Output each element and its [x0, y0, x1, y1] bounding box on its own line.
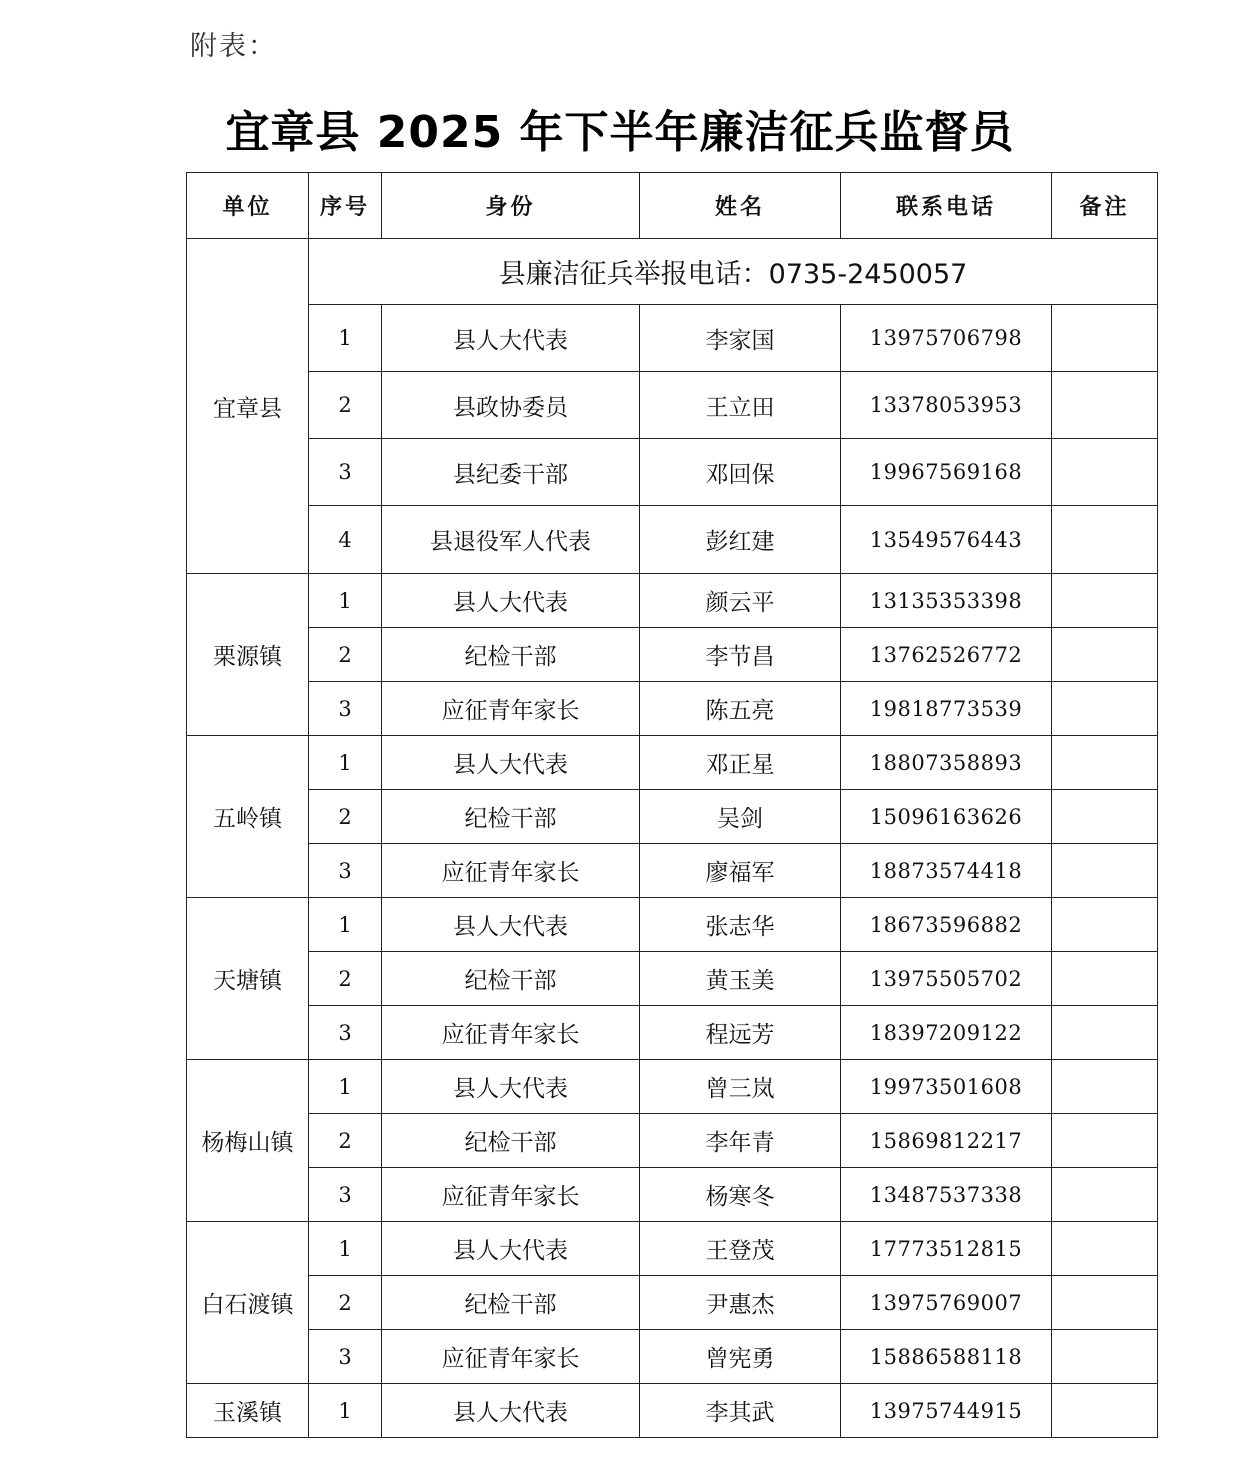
table-row: [187, 1006, 1158, 1060]
table-row: [187, 1060, 1158, 1114]
note-cell: [1052, 1006, 1158, 1060]
note-cell: [1052, 574, 1158, 628]
name-cell: 王立田: [640, 372, 841, 439]
note-cell: [1052, 1114, 1158, 1168]
table-row: [187, 844, 1158, 898]
phone-cell: 19818773539: [841, 682, 1052, 736]
note-cell: [1052, 1276, 1158, 1330]
table-row: [187, 898, 1158, 952]
note-cell: [1052, 790, 1158, 844]
phone-cell: 18673596882: [841, 898, 1052, 952]
table-row: [187, 372, 1158, 439]
name-cell: 颜云平: [640, 574, 841, 628]
name-cell: 李节昌: [640, 628, 841, 682]
role-cell: 应征青年家长: [382, 844, 640, 898]
header-row: [187, 173, 1158, 239]
name-cell: 李年青: [640, 1114, 841, 1168]
table-row: [187, 574, 1158, 628]
seq-cell: 2: [309, 1114, 382, 1168]
table-row: [187, 1114, 1158, 1168]
note-cell: [1052, 439, 1158, 506]
name-cell: 彭红建: [640, 506, 841, 574]
name-cell: 王登茂: [640, 1222, 841, 1276]
table-row: [187, 682, 1158, 736]
role-cell: 应征青年家长: [382, 682, 640, 736]
phone-cell: 13975769007: [841, 1276, 1052, 1330]
table-row: [187, 790, 1158, 844]
name-cell: 李家国: [640, 305, 841, 372]
seq-cell: 1: [309, 1222, 382, 1276]
header-name: 姓名: [640, 173, 841, 239]
role-cell: 县纪委干部: [382, 439, 640, 506]
phone-cell: 17773512815: [841, 1222, 1052, 1276]
seq-cell: 1: [309, 898, 382, 952]
name-cell: 曾宪勇: [640, 1330, 841, 1384]
phone-cell: 13975505702: [841, 952, 1052, 1006]
hotline-text: 县廉洁征兵举报电话：0735-2450057: [309, 239, 1158, 305]
unit-cell: 杨梅山镇: [187, 1060, 309, 1222]
supervisor-table: [186, 172, 1158, 1438]
note-cell: [1052, 372, 1158, 439]
role-cell: 县退役军人代表: [382, 506, 640, 574]
role-cell: 县政协委员: [382, 372, 640, 439]
name-cell: 邓正星: [640, 736, 841, 790]
table-row: [187, 305, 1158, 372]
name-cell: 吴剑: [640, 790, 841, 844]
seq-cell: 2: [309, 790, 382, 844]
role-cell: 县人大代表: [382, 1384, 640, 1438]
phone-cell: 13975706798: [841, 305, 1052, 372]
header-phone: 联系电话: [841, 173, 1052, 239]
unit-cell: 天塘镇: [187, 898, 309, 1060]
seq-cell: 3: [309, 682, 382, 736]
role-cell: 县人大代表: [382, 574, 640, 628]
seq-cell: 3: [309, 1330, 382, 1384]
role-cell: 纪检干部: [382, 1114, 640, 1168]
seq-cell: 3: [309, 439, 382, 506]
unit-cell: 白石渡镇: [187, 1222, 309, 1384]
seq-cell: 1: [309, 305, 382, 372]
note-cell: [1052, 898, 1158, 952]
note-cell: [1052, 1330, 1158, 1384]
phone-cell: 18807358893: [841, 736, 1052, 790]
phone-cell: 19967569168: [841, 439, 1052, 506]
phone-cell: 13487537338: [841, 1168, 1052, 1222]
name-cell: 邓回保: [640, 439, 841, 506]
table-row: [187, 1222, 1158, 1276]
role-cell: 应征青年家长: [382, 1330, 640, 1384]
seq-cell: 3: [309, 1006, 382, 1060]
table-row: [187, 1330, 1158, 1384]
note-cell: [1052, 1384, 1158, 1438]
note-cell: [1052, 1060, 1158, 1114]
header-note: 备注: [1052, 173, 1158, 239]
header-unit: 单位: [187, 173, 309, 239]
phone-cell: 13975744915: [841, 1384, 1052, 1438]
phone-cell: 15096163626: [841, 790, 1052, 844]
table-row: [187, 439, 1158, 506]
name-cell: 尹惠杰: [640, 1276, 841, 1330]
phone-cell: 15886588118: [841, 1330, 1052, 1384]
name-cell: 黄玉美: [640, 952, 841, 1006]
note-cell: [1052, 628, 1158, 682]
note-cell: [1052, 952, 1158, 1006]
note-cell: [1052, 736, 1158, 790]
header-role: 身份: [382, 173, 640, 239]
role-cell: 县人大代表: [382, 736, 640, 790]
phone-cell: 13549576443: [841, 506, 1052, 574]
note-cell: [1052, 1222, 1158, 1276]
header-seq: 序号: [309, 173, 382, 239]
table-row: [187, 1276, 1158, 1330]
role-cell: 纪检干部: [382, 790, 640, 844]
role-cell: 县人大代表: [382, 1222, 640, 1276]
note-cell: [1052, 1168, 1158, 1222]
table-row: [187, 628, 1158, 682]
role-cell: 县人大代表: [382, 1060, 640, 1114]
phone-cell: 13378053953: [841, 372, 1052, 439]
role-cell: 纪检干部: [382, 1276, 640, 1330]
note-cell: [1052, 844, 1158, 898]
table-row: [187, 1168, 1158, 1222]
phone-cell: 19973501608: [841, 1060, 1052, 1114]
phone-cell: 18397209122: [841, 1006, 1052, 1060]
seq-cell: 2: [309, 1276, 382, 1330]
attachment-label: 附表：: [190, 31, 277, 62]
document-title: 宜章县 2025 年下半年廉洁征兵监督员: [225, 107, 1015, 158]
seq-cell: 1: [309, 1384, 382, 1438]
role-cell: 应征青年家长: [382, 1006, 640, 1060]
phone-cell: 13762526772: [841, 628, 1052, 682]
unit-cell: 玉溪镇: [187, 1384, 309, 1438]
role-cell: 纪检干部: [382, 952, 640, 1006]
unit-cell: 宜章县: [187, 239, 309, 574]
note-cell: [1052, 682, 1158, 736]
hotline-row: [187, 239, 1158, 305]
seq-cell: 2: [309, 952, 382, 1006]
seq-cell: 2: [309, 372, 382, 439]
phone-cell: 18873574418: [841, 844, 1052, 898]
seq-cell: 4: [309, 506, 382, 574]
name-cell: 杨寒冬: [640, 1168, 841, 1222]
seq-cell: 2: [309, 628, 382, 682]
unit-cell: 栗源镇: [187, 574, 309, 736]
name-cell: 李其武: [640, 1384, 841, 1438]
role-cell: 纪检干部: [382, 628, 640, 682]
role-cell: 县人大代表: [382, 305, 640, 372]
seq-cell: 1: [309, 574, 382, 628]
seq-cell: 1: [309, 736, 382, 790]
table-row: [187, 506, 1158, 574]
seq-cell: 3: [309, 844, 382, 898]
seq-cell: 3: [309, 1168, 382, 1222]
name-cell: 曾三岚: [640, 1060, 841, 1114]
name-cell: 张志华: [640, 898, 841, 952]
note-cell: [1052, 305, 1158, 372]
name-cell: 陈五亮: [640, 682, 841, 736]
note-cell: [1052, 506, 1158, 574]
seq-cell: 1: [309, 1060, 382, 1114]
unit-cell: 五岭镇: [187, 736, 309, 898]
phone-cell: 13135353398: [841, 574, 1052, 628]
table-row: [187, 952, 1158, 1006]
role-cell: 应征青年家长: [382, 1168, 640, 1222]
name-cell: 廖福军: [640, 844, 841, 898]
table-row: [187, 1384, 1158, 1438]
name-cell: 程远芳: [640, 1006, 841, 1060]
phone-cell: 15869812217: [841, 1114, 1052, 1168]
role-cell: 县人大代表: [382, 898, 640, 952]
table-row: [187, 736, 1158, 790]
